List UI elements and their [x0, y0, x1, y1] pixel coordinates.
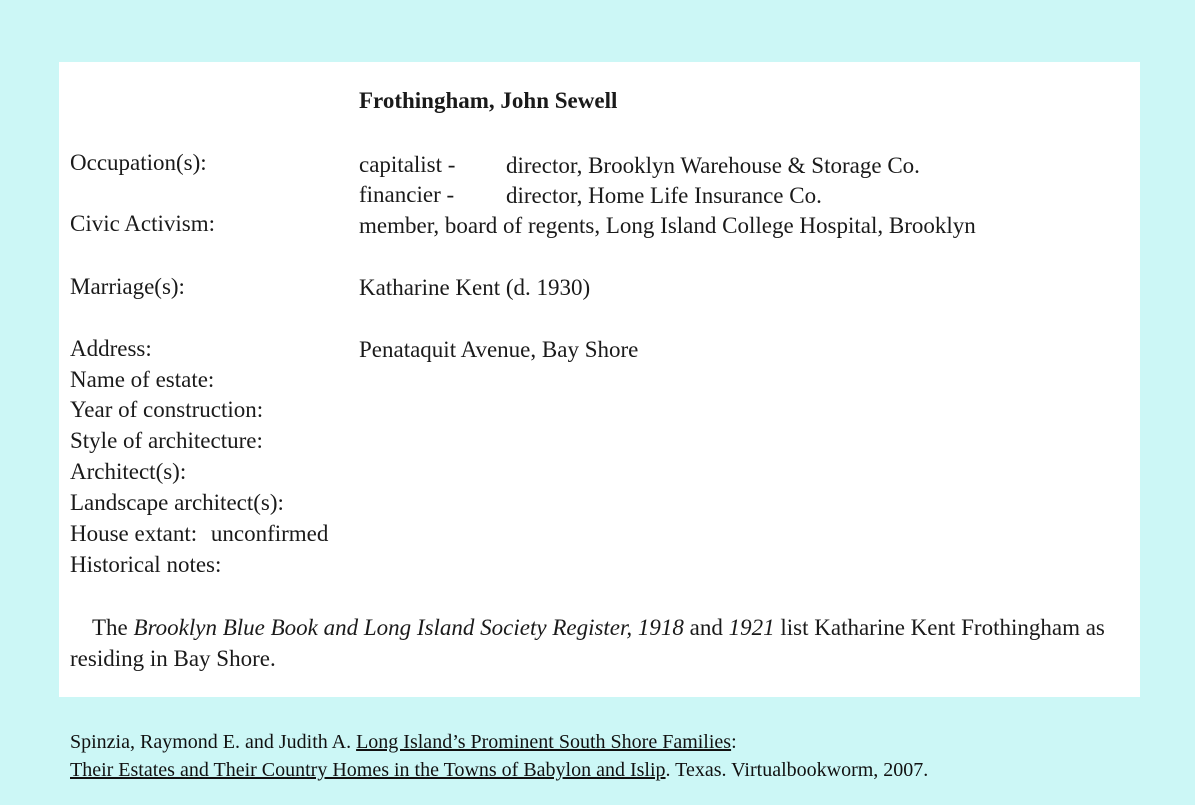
occupation-label: Occupation(s): — [70, 150, 207, 175]
address-value: Penataquit Avenue, Bay Shore — [359, 337, 639, 362]
architect-label: Architect(s): — [70, 459, 187, 484]
estate-label: Name of estate: — [70, 367, 215, 392]
notes-text-3: list Katharine Kent Frothingham as residing in Bay Shore. — [70, 615, 1105, 671]
citation-publisher: . Texas. Virtualbookworm, 2007. — [665, 759, 929, 781]
occupation-detail-2: director, Home Life Insurance Co. — [506, 183, 822, 208]
notes-text-2: and — [683, 615, 729, 640]
citation — [70, 728, 928, 784]
extant-label: House extant: — [70, 521, 198, 546]
notes-label: Historical notes: — [70, 552, 222, 577]
document-page — [59, 62, 1140, 697]
notes-text-1: The — [92, 615, 134, 640]
occupation-role-1: capitalist - — [359, 152, 456, 177]
citation-colon: : — [731, 731, 737, 753]
marriage-value: Katharine Kent (d. 1930) — [359, 275, 591, 300]
address-label: Address: — [70, 336, 152, 361]
landscape-label: Landscape architect(s): — [70, 490, 284, 515]
citation-authors: Spinzia, Raymond E. and Judith A. — [70, 731, 357, 753]
citation-book-title-2: Their Estates and Their Country Homes in the Towns of Babylon and Islip — [70, 759, 666, 781]
citation-book-title-1: Long Island’s Prominent South Shore Families — [356, 731, 732, 753]
year-label: Year of construction: — [70, 397, 264, 422]
occupation-detail-1: director, Brooklyn Warehouse & Storage Co. — [506, 153, 920, 178]
citation-line-2 — [70, 756, 928, 784]
marriage-label: Marriage(s): — [70, 274, 185, 299]
citation-line-1 — [70, 728, 928, 756]
extant-value: unconfirmed — [210, 521, 329, 546]
style-label: Style of architecture: — [70, 428, 263, 453]
notes-italic-1: Brooklyn Blue Book and Long Island Society Register, 1918 — [133, 615, 684, 640]
civic-label: Civic Activism: — [70, 211, 216, 236]
house-extant-row — [70, 521, 328, 547]
historical-notes — [70, 612, 1130, 674]
occupation-role-2: financier - — [359, 182, 455, 207]
notes-italic-2: 1921 — [728, 615, 775, 640]
civic-value: member, board of regents, Long Island College Hospital, Brooklyn — [359, 213, 976, 238]
page-title: Frothingham, John Sewell — [359, 88, 618, 113]
